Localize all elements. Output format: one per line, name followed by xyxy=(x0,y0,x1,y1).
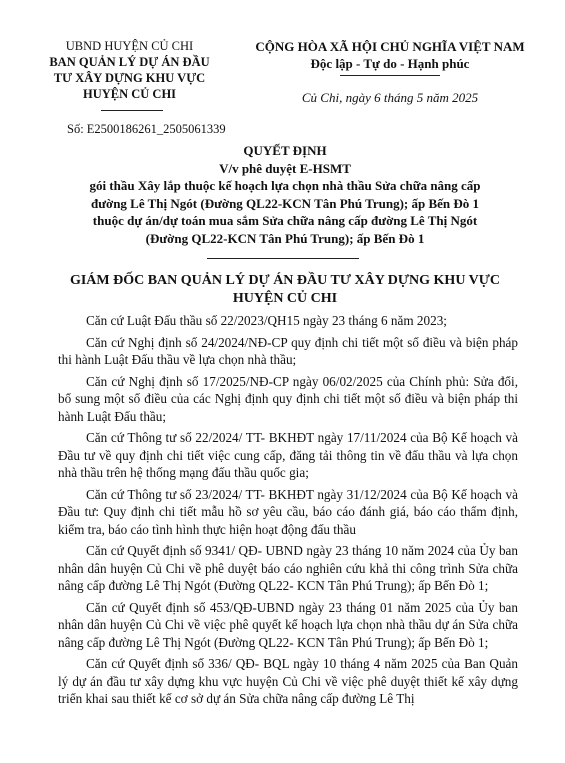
decision-subject-line1: V/v phê duyệt E-HSMT xyxy=(219,160,351,176)
decision-subject-line2: gói thầu Xây lắp thuộc kế hoạch lựa chọn nhà thầu Sửa chữa nâng cấp xyxy=(89,178,481,193)
decision-heading: QUYẾT ĐỊNH xyxy=(243,143,327,158)
agency-name-line2: TƯ XÂY DỰNG KHU VỰC xyxy=(53,71,206,85)
decision-subject-line4: thuộc dự án/dự toán mua sắm Sửa chữa nâng cấp đường Lê Thị Ngót xyxy=(92,213,478,228)
agency-parent: UBND HUYỆN CỦ CHI xyxy=(65,39,194,53)
document-number: Số: E2500186261_2505061339 xyxy=(67,122,226,136)
authority-line1: GIÁM ĐỐC BAN QUẢN LÝ DỰ ÁN ĐẦU TƯ XÂY DỰNG KHU VỰC xyxy=(69,273,501,288)
national-motto-block xyxy=(230,38,550,72)
legal-basis-paragraph: Căn cứ Quyết định số 453/QĐ-UBND ngày 23 tháng 01 năm 2025 của Ủy ban nhân dân huyện Củ Chi về việc phê quyết kế hoạch lựa chọn nhà thầu dự án Sửa chữa nâng cấp đường Lê Thị Ngót (Đường QL22- KCN Tân Phú Trung); ấp Bến Đò 1; xyxy=(58,599,518,650)
legal-basis-paragraph: Căn cứ Nghị định số 24/2024/NĐ-CP quy định chi tiết một số điều và biện pháp thi hành Luật Đấu thầu về lựa chọn nhà thầu; xyxy=(58,334,518,367)
legal-basis-paragraph: Căn cứ Thông tư số 23/2024/ TT- BKHĐT ngày 31/12/2024 của Bộ Kế hoạch và Đầu tư: Quy định chi tiết mẫu hồ sơ yêu cầu, báo cáo đánh giá, báo cáo thẩm định, kiểm tra, báo cáo tình hình thực hiện hoạt động đấu thầu xyxy=(58,486,518,537)
legal-basis-paragraph: Căn cứ Quyết định số 336/ QĐ- BQL ngày 10 tháng 4 năm 2025 của Ban Quản lý dự án đầu tư xây dựng khu vực huyện Củ Chi về việc phê duyệt thiết kế xây dựng triển khai sau thiết kế cơ sở dự án Sửa chữa nâng cấp đường Lê Thị xyxy=(58,656,518,706)
decision-subject-line3: đường Lê Thị Ngót (Đường QL22-KCN Tân Phú Trung); ấp Bến Đò 1 xyxy=(90,195,480,211)
legal-basis-paragraph: Căn cứ Luật Đấu thầu số 22/2023/QH15 ngày 23 tháng 6 năm 2023; xyxy=(86,313,447,328)
agency-name-line1: BAN QUẢN LÝ DỰ ÁN ĐẦU xyxy=(49,55,210,69)
motto: Độc lập - Tự do - Hạnh phúc xyxy=(310,56,470,71)
legal-basis-paragraph: Căn cứ Quyết định số 9341/ QĐ- UBND ngày 23 tháng 10 năm 2024 của Ủy ban nhân dân huyện Củ Chi về phê duyệt báo cáo nghiên cứu khả thi công trình Sửa chữa nâng cấp đường Lê Thị Ngót (Đường QL22- KCN Tân Phú Trung); ấp Bến Đò 1; xyxy=(58,543,518,593)
decision-title-block xyxy=(40,142,530,247)
authority-heading xyxy=(40,272,530,308)
agency-name-line3: HUYỆN CỦ CHI xyxy=(82,87,177,101)
agency-underline xyxy=(101,110,163,111)
country-name: CỘNG HÒA XÃ HỘI CHỦ NGHĨA VIỆT NAM xyxy=(255,39,525,54)
decision-subject-line5: (Đường QL22-KCN Tân Phú Trung); ấp Bến Đò 1 xyxy=(145,230,425,246)
authority-line2: HUYỆN CỦ CHI xyxy=(232,291,338,306)
issue-date: Củ Chi, ngày 6 tháng 5 năm 2025 xyxy=(301,90,479,105)
title-underline xyxy=(207,258,359,259)
legal-basis-section xyxy=(58,312,518,712)
legal-basis-paragraph: Căn cứ Thông tư số 22/2024/ TT- BKHĐT ngày 17/11/2024 của Bộ Kế hoạch và Đầu tư về quy định chi tiết việc cung cấp, đăng tải thông tin về đấu thầu và lựa chọn nhà thầu trên hệ thống mạng đấu thầu quốc gia; xyxy=(58,430,518,480)
legal-basis-paragraph: Căn cứ Nghị định số 17/2025/NĐ-CP ngày 06/02/2025 của Chính phủ: Sửa đổi, bổ sung một số điều của các Nghị định quy định chi tiết một số điều và biện pháp thi hành Luật Đấu thầu; xyxy=(58,373,518,424)
issuing-agency-block xyxy=(42,38,217,102)
motto-underline xyxy=(340,75,440,76)
